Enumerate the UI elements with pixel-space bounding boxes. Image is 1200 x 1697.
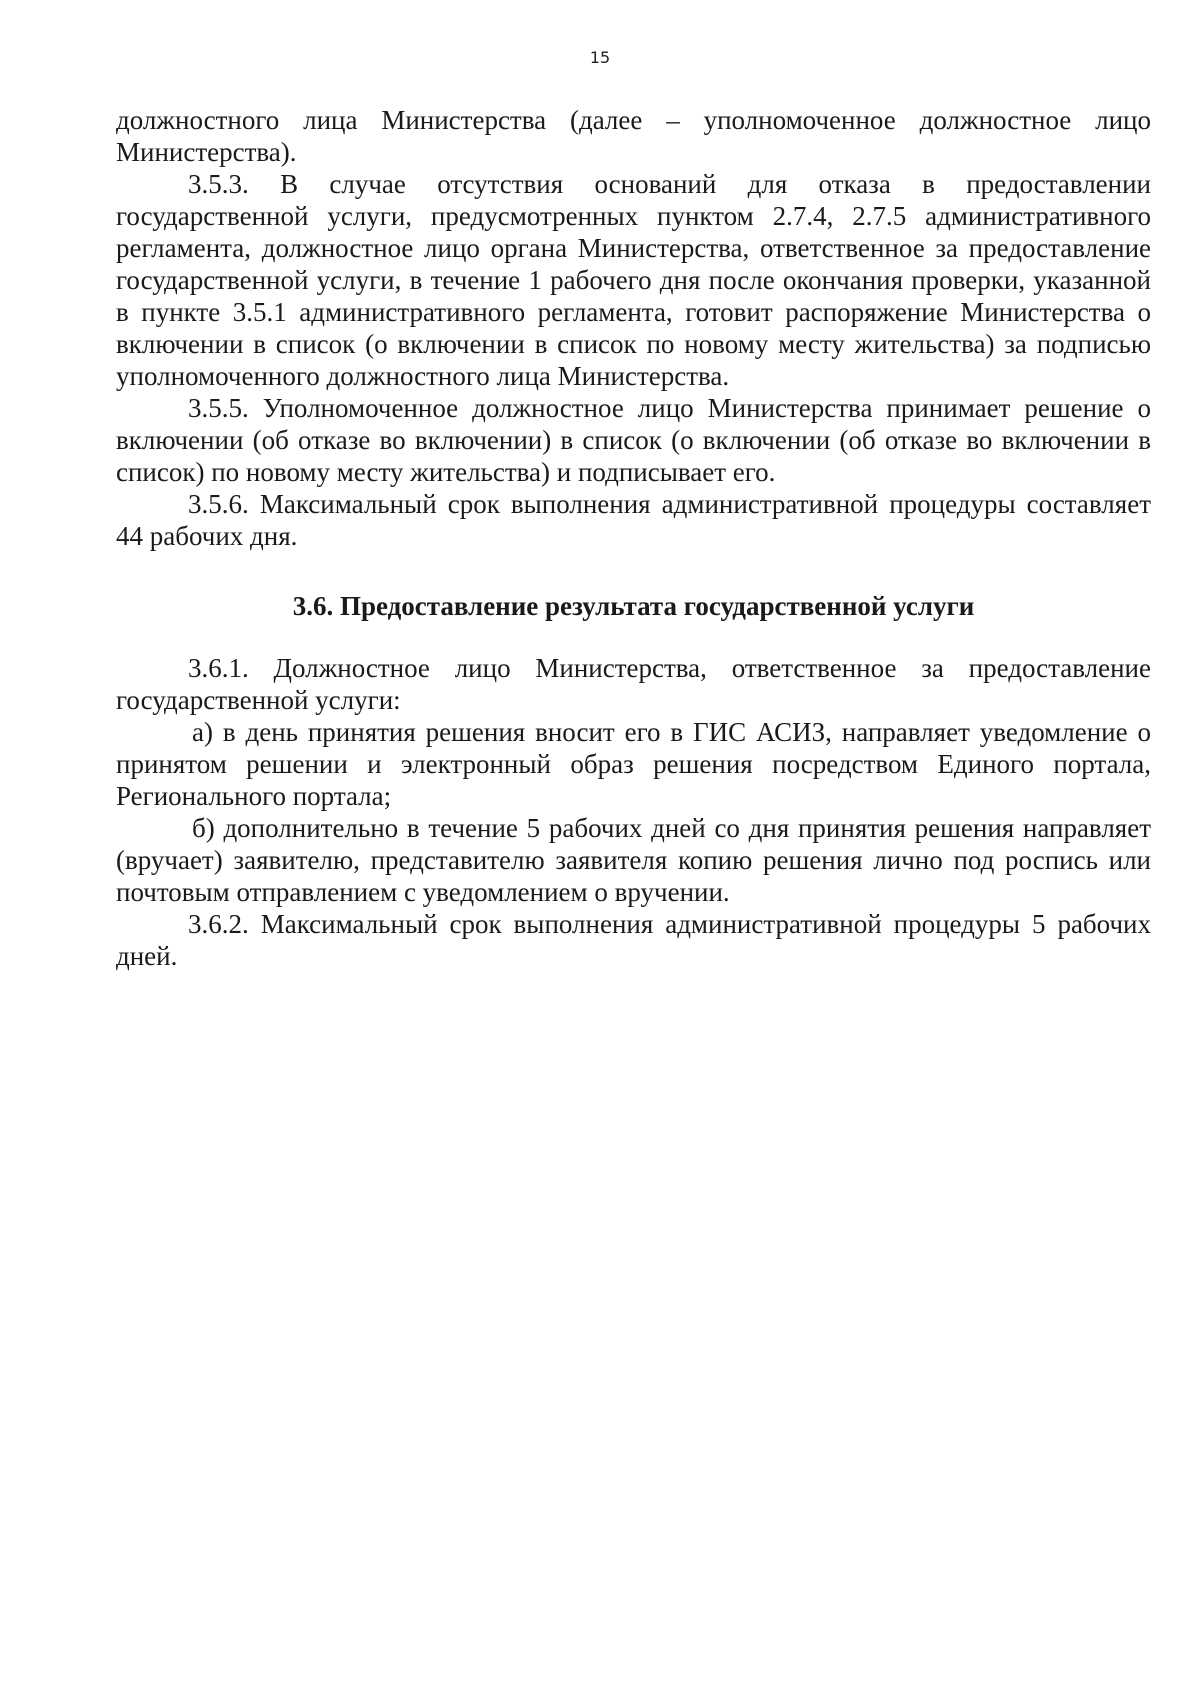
paragraph-3-6-1: 3.6.1. Должностное лицо Министерства, ответственное за предоставление государственной услуги: [116, 653, 1151, 715]
sub-item-a: а) в день принятия решения вносит его в ГИС АСИЗ, направляет уведомление о принятом решении и электронный образ решения посредством Единого портала, Регионального портала; [116, 717, 1151, 811]
paragraph-3-5-6: 3.5.6. Максимальный срок выполнения административной процедуры составляет 44 рабочих дня. [116, 489, 1151, 551]
section-heading: 3.6. Предоставление результата государственной услуги [292, 591, 975, 621]
sub-item-b: б) дополнительно в течение 5 рабочих дней со дня принятия решения направляет (вручает) заявителю, представителю заявителя копию решения лично под роспись или почтовым отправлением с уведомлением о вручении. [116, 813, 1151, 907]
paragraph-3-6-2: 3.6.2. Максимальный срок выполнения административной процедуры 5 рабочих дней. [116, 909, 1151, 971]
document-body [116, 104, 1151, 972]
paragraph-3-5-3: 3.5.3. В случае отсутствия оснований для отказа в предоставлении государственной услуги, предусмотренных пунктом 2.7.4, 2.7.5 административного регламента, должностное лицо органа Министерства, ответственное за предоставление государственной услуги, в течение 1 рабочего дня после окончания проверки, указанной в пункте 3.5.1 административного регламента, готовит распоряжение Министерства о включении в список (о включении в список по новому месту жительства) за подписью уполномоченного должностного лица Министерства. [116, 169, 1151, 391]
paragraph-3-5-5: 3.5.5. Уполномоченное должностное лицо Министерства принимает решение о включении (об отказе во включении) в список (о включении (об отказе во включении в список) по новому месту жительства) и подписывает его. [116, 393, 1151, 487]
paragraph-continuation: должностного лица Министерства (далее – уполномоченное должностное лицо Министерства). [116, 105, 1151, 167]
page-number: 15 [589, 48, 611, 67]
